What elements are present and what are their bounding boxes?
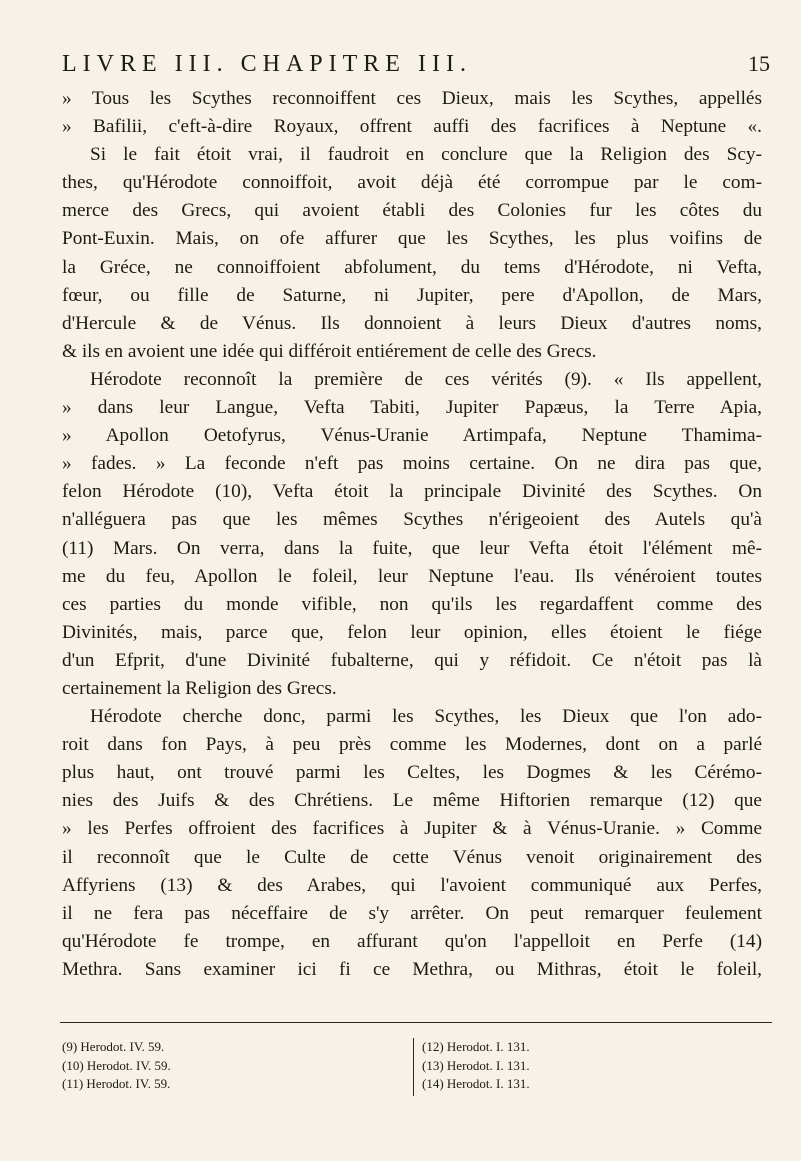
footnote: (9) Herodot. IV. 59.	[62, 1039, 165, 1054]
text-line: & ils en avoient une idée qui différoit entiérement de celle des Grecs.	[62, 340, 597, 362]
text-line: nies des Juifs & des Chrétiens. Le même Hiftorien remarque (12) que	[62, 790, 762, 812]
text-line: plus haut, ont trouvé parmi les Celtes, les Dogmes & les Cérémo-	[62, 762, 762, 784]
footnote: (14) Herodot. I. 131.	[422, 1076, 530, 1091]
running-head	[0, 48, 801, 80]
text-line: Pont-Euxin. Mais, on ofe affurer que les Scythes, les plus voifins de	[62, 228, 762, 250]
page-number: 15	[748, 51, 770, 76]
footnote: (10) Herodot. IV. 59.	[62, 1057, 171, 1073]
text-line: la Gréce, ne connoiffoient abfolument, du tems d'Hérodote, ni Vefta,	[62, 256, 762, 278]
text-line: » Apollon Oetofyrus, Vénus-Uranie Artimpafa, Neptune Thamima-	[62, 425, 762, 447]
text-line: d'un Efprit, d'une Divinité fubalterne, qui y réfidoit. Ce n'étoit pas là	[62, 649, 762, 671]
text-line: » Bafilii, c'eft-à-dire Royaux, offrent auffi des facrifices à Neptune «.	[62, 116, 762, 138]
footnote: (13) Herodot. I. 131.	[422, 1057, 530, 1073]
text-line: felon Hérodote (10), Vefta étoit la principale Divinité des Scythes. On	[62, 481, 762, 503]
text-line: il reconnoît que le Culte de cette Vénus venoit originairement des	[62, 846, 762, 868]
body-text	[62, 85, 762, 984]
text-line: roit dans fon Pays, à peu près comme les Modernes, dont on a parlé	[62, 734, 762, 756]
text-line: » les Perfes offroient des facrifices à Jupiter & à Vénus-Uranie. » Comme	[62, 818, 762, 840]
text-line: certainement la Religion des Grecs.	[62, 677, 337, 699]
text-line: Methra. Sans examiner ici fi ce Methra, ou Mithras, étoit le foleil,	[62, 958, 762, 980]
text-line: merce des Grecs, qui avoient établi des Colonies fur les côtes du	[62, 200, 762, 222]
text-line: me du feu, Apollon le foleil, leur Neptune l'eau. Ils vénéroient toutes	[62, 565, 762, 587]
text-line: » dans leur Langue, Vefta Tabiti, Jupiter Papæus, la Terre Apia,	[62, 397, 762, 419]
text-line: ces parties du monde vifible, non qu'ils les regardaffent comme des	[62, 593, 762, 615]
text-line: n'alléguera pas que les mêmes Scythes n'érigeoient des Autels qu'à	[62, 509, 762, 531]
text-line: fœur, ou fille de Saturne, ni Jupiter, pere d'Apollon, de Mars,	[62, 284, 762, 306]
text-line: d'Hercule & de Vénus. Ils donnoient à leurs Dieux d'autres noms,	[62, 312, 762, 334]
chapter-title: LIVRE III. CHAPITRE III.	[62, 51, 472, 77]
text-line: Hérodote cherche donc, parmi les Scythes, les Dieux que l'on ado-	[90, 706, 762, 728]
footnotes-right-column	[413, 1038, 752, 1096]
footnote-rule	[60, 1022, 772, 1023]
text-line: Hérodote reconnoît la première de ces vérités (9). « Ils appellent,	[90, 368, 762, 390]
text-line: qu'Hérodote fe trompe, en affurant qu'on l'appelloit en Perfe (14)	[62, 930, 762, 952]
footnote: (11) Herodot. IV. 59.	[62, 1076, 171, 1091]
text-line: » Tous les Scythes reconnoiffent ces Dieux, mais les Scythes, appellés	[62, 88, 762, 109]
text-line: il ne fera pas néceffaire de s'y arrêter. On peut remarquer feulement	[62, 902, 762, 924]
text-line: (11) Mars. On verra, dans la fuite, que leur Vefta étoit l'élément mê-	[62, 537, 762, 559]
text-line: Divinités, mais, parce que, felon leur opinion, elles étoient le fiége	[62, 621, 762, 643]
text-line: » fades. » La feconde n'eft pas moins certaine. On ne dira pas que,	[62, 453, 762, 475]
footnote: (12) Herodot. I. 131.	[422, 1039, 530, 1054]
text-line: Si le fait étoit vrai, il faudroit en conclure que la Religion des Scy-	[90, 144, 762, 166]
footnotes-left-column	[62, 1038, 392, 1094]
text-line: Affyriens (13) & des Arabes, qui l'avoient communiqué aux Perfes,	[62, 874, 762, 896]
text-line: thes, qu'Hérodote connoiffoit, avoit déjà été corrompue par le com-	[62, 172, 762, 194]
